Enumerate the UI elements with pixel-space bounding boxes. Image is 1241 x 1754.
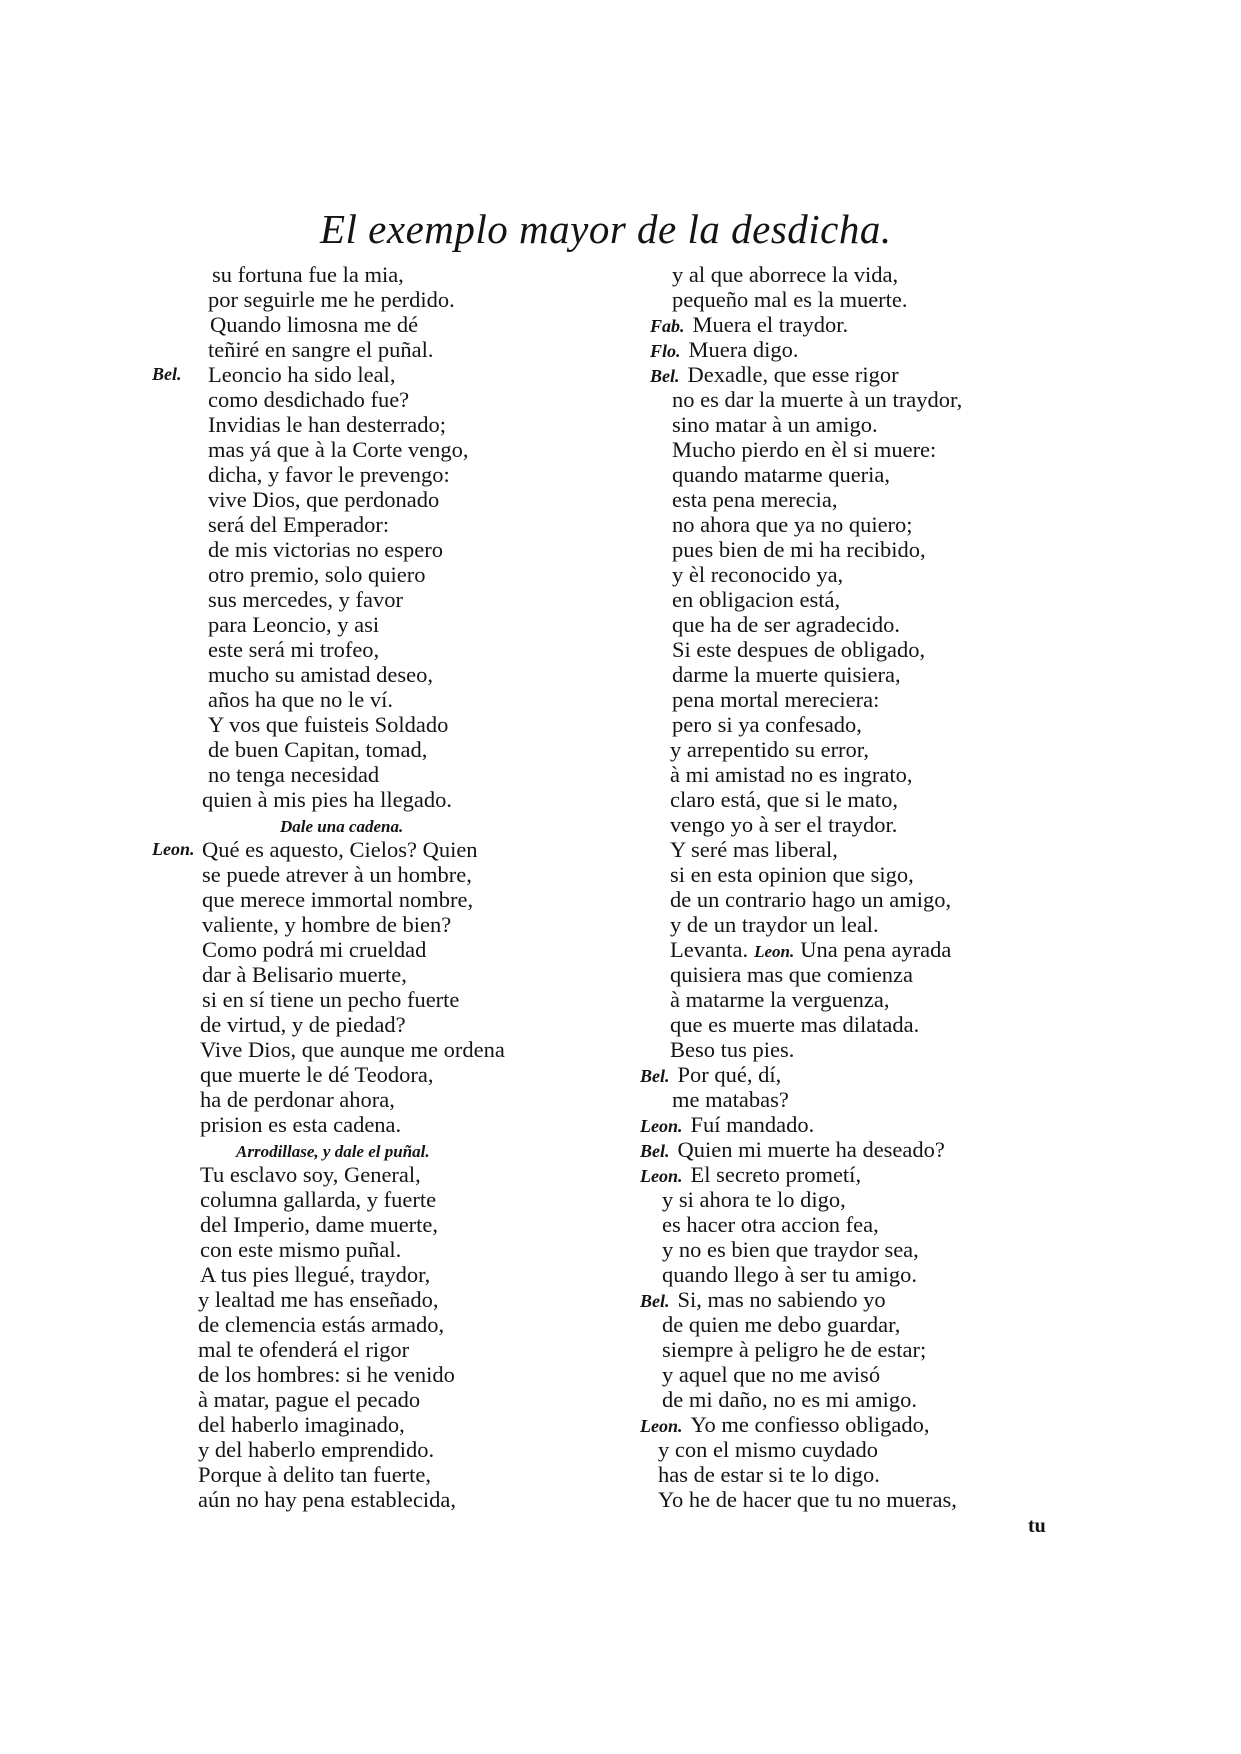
- verse-text: como desdichado fue?: [208, 387, 410, 412]
- verse-line: [180, 1212, 600, 1237]
- verse-line: [180, 1312, 600, 1337]
- verse-text: à matarme la verguenza,: [670, 987, 890, 1012]
- verse-text: y lealtad me has enseñado,: [198, 1287, 439, 1312]
- verse-line: [180, 712, 600, 737]
- verse-text: Fuí mandado.: [690, 1112, 815, 1137]
- verse-line: [632, 437, 1072, 462]
- verse-text: Quien mi muerte ha deseado?: [677, 1137, 945, 1162]
- verse-line: [180, 912, 600, 937]
- verse-text: y arrepentido su error,: [670, 737, 870, 762]
- verse-line: [180, 1187, 600, 1212]
- verse-line: [632, 587, 1072, 612]
- verse-text: columna gallarda, y fuerte: [200, 1187, 437, 1212]
- verse-text: otro premio, solo quiero: [208, 562, 426, 587]
- verse-line: [632, 537, 1072, 562]
- verse-line: [632, 337, 1072, 362]
- verse-text: que merece immortal nombre,: [202, 887, 474, 912]
- verse-text: Muera el traydor.: [692, 312, 849, 337]
- verse-text: darme la muerte quisiera,: [672, 662, 901, 687]
- verse-line: [180, 462, 600, 487]
- verse-text: Levanta.: [670, 937, 749, 962]
- verse-text: Muera digo.: [688, 337, 799, 362]
- verse-text: de los hombres: si he venido: [198, 1362, 455, 1387]
- verse-line: [180, 587, 600, 612]
- verse-line: [632, 1412, 1072, 1437]
- verse-text: Por qué, dí,: [677, 1062, 782, 1087]
- verse-line: [632, 412, 1072, 437]
- verse-line: [632, 1487, 1072, 1512]
- verse-text: Yo me confiesso obligado,: [690, 1412, 930, 1437]
- verse-text: pequeño mal es la muerte.: [672, 287, 908, 312]
- verse-line: [632, 1262, 1072, 1287]
- verse-line: [180, 1062, 600, 1087]
- verse-line: [180, 637, 600, 662]
- verse-line: [632, 1337, 1072, 1362]
- verse-line: [632, 1237, 1072, 1262]
- verse-text: años ha que no le ví.: [208, 687, 393, 712]
- speaker-label: Leon.: [640, 1166, 683, 1186]
- verse-line: [180, 1337, 600, 1362]
- verse-text: quisiera mas que comienza: [670, 962, 914, 987]
- verse-text: Leoncio ha sido leal,: [208, 362, 396, 387]
- speaker-label: Leon.: [640, 1416, 683, 1436]
- verse-text: mas yá que à la Corte vengo,: [208, 437, 469, 462]
- verse-line: [180, 1287, 600, 1312]
- speaker-label: Bel.: [152, 364, 182, 384]
- verse-line: [152, 362, 600, 387]
- verse-text: Dexadle, que esse rigor: [687, 362, 899, 387]
- verse-line: [180, 687, 600, 712]
- verse-line: [632, 962, 1072, 987]
- verse-text: Y vos que fuisteis Soldado: [208, 712, 449, 737]
- verse-line: [180, 312, 600, 337]
- verse-line: [180, 737, 600, 762]
- verse-line: [180, 512, 600, 537]
- verse-line: [180, 412, 600, 437]
- speaker-label: Bel.: [640, 1066, 670, 1086]
- verse-text: Una pena ayrada: [800, 937, 952, 962]
- verse-line: [180, 787, 600, 812]
- verse-line: [180, 1137, 600, 1162]
- verse-text: y de un traydor un leal.: [670, 912, 879, 937]
- verse-text: à mi amistad no es ingrato,: [670, 762, 913, 787]
- verse-line: [632, 887, 1072, 912]
- verse-line: [180, 562, 600, 587]
- verse-line: [632, 937, 1072, 962]
- speaker-label: Bel.: [650, 366, 680, 386]
- verse-line: [180, 537, 600, 562]
- verse-text: Invidias le han desterrado;: [208, 412, 447, 437]
- verse-line: [180, 987, 600, 1012]
- verse-line: [180, 1162, 600, 1187]
- verse-line: [632, 1387, 1072, 1412]
- verse-line: [632, 1462, 1072, 1487]
- verse-text: Qué es aquesto, Cielos? Quien: [202, 837, 478, 862]
- verse-line: [180, 1462, 600, 1487]
- verse-text: no es dar la muerte à un traydor,: [672, 387, 963, 412]
- verse-text: quien à mis pies ha llegado.: [202, 787, 452, 812]
- verse-text: Como podrá mi crueldad: [202, 937, 427, 962]
- verse-text: aún no hay pena establecida,: [198, 1487, 457, 1512]
- verse-line: [180, 437, 600, 462]
- verse-text: Y seré mas liberal,: [670, 837, 838, 862]
- catchword: tu: [1028, 1515, 1046, 1537]
- verse-line: [180, 262, 600, 287]
- verse-line: [632, 1312, 1072, 1337]
- verse-text: claro está, que si le mato,: [670, 787, 899, 812]
- verse-text: de clemencia estás armado,: [198, 1312, 445, 1337]
- verse-text: El secreto prometí,: [690, 1162, 862, 1187]
- verse-line: [180, 812, 600, 837]
- verse-text: es hacer otra accion fea,: [662, 1212, 879, 1237]
- verse-text: y del haberlo emprendido.: [198, 1437, 435, 1462]
- verse-text: has de estar si te lo digo.: [658, 1462, 880, 1487]
- speaker-label: Bel.: [640, 1141, 670, 1161]
- verse-line: [180, 937, 600, 962]
- verse-line: [180, 1037, 600, 1062]
- stage-direction: Arrodillase, y dale el puñal.: [236, 1142, 430, 1161]
- verse-line: [180, 1112, 600, 1137]
- verse-line: [632, 312, 1072, 337]
- stage-direction: Dale una cadena.: [280, 817, 404, 836]
- verse-text: que ha de ser agradecido.: [672, 612, 901, 637]
- verse-text: que muerte le dé Teodora,: [200, 1062, 434, 1087]
- verse-text: para Leoncio, y asi: [208, 612, 380, 637]
- verse-text: y aquel que no me avisó: [662, 1362, 881, 1387]
- verse-line: [180, 887, 600, 912]
- verse-line: [632, 1287, 1072, 1312]
- speaker-label: Flo.: [650, 341, 681, 361]
- verse-line: [632, 1062, 1072, 1087]
- verse-text: de mi daño, no es mi amigo.: [662, 1387, 917, 1412]
- verse-line: [632, 1162, 1072, 1187]
- verse-line: [632, 1137, 1072, 1162]
- verse-line: [632, 837, 1072, 862]
- verse-text: Yo he de hacer que tu no mueras,: [658, 1487, 957, 1512]
- verse-line: [180, 1487, 600, 1512]
- verse-line: [632, 687, 1072, 712]
- page-title: El exemplo mayor de la desdicha.: [320, 206, 892, 252]
- verse-line: [632, 487, 1072, 512]
- verse-line: [632, 762, 1072, 787]
- verse-text: si en esta opinion que sigo,: [670, 862, 914, 887]
- verse-text: valiente, y hombre de bien?: [202, 912, 452, 937]
- verse-text: prision es esta cadena.: [200, 1112, 402, 1137]
- verse-text: Beso tus pies.: [670, 1037, 795, 1062]
- verse-text: de virtud, y de piedad?: [200, 1012, 406, 1037]
- verse-text: de un contrario hago un amigo,: [670, 887, 952, 912]
- verse-text: que es muerte mas dilatada.: [670, 1012, 920, 1037]
- verse-line: [632, 1362, 1072, 1387]
- verse-text: Si este despues de obligado,: [672, 637, 926, 662]
- verse-text: vive Dios, que perdonado: [208, 487, 440, 512]
- verse-line: [632, 1212, 1072, 1237]
- verse-text: no tenga necesidad: [208, 762, 380, 787]
- verse-text: de buen Capitan, tomad,: [208, 737, 428, 762]
- verse-line: [632, 362, 1072, 387]
- verse-text: por seguirle me he perdido.: [208, 287, 455, 312]
- verse-line: [632, 862, 1072, 887]
- verse-text: su fortuna fue la mia,: [212, 262, 404, 287]
- verse-text: Si, mas no sabiendo yo: [677, 1287, 886, 1312]
- verse-text: sus mercedes, y favor: [208, 587, 403, 612]
- verse-line: [632, 462, 1072, 487]
- verse-line: [632, 987, 1072, 1012]
- verse-text: este será mi trofeo,: [208, 637, 380, 662]
- verse-line: [180, 287, 600, 312]
- verse-text: Quando limosna me dé: [210, 312, 419, 337]
- verse-text: y si ahora te lo digo,: [662, 1187, 846, 1212]
- verse-line: [180, 662, 600, 687]
- verse-line: [632, 387, 1072, 412]
- verse-line: [180, 862, 600, 887]
- verse-text: Porque à delito tan fuerte,: [198, 1462, 432, 1487]
- verse-line: [180, 762, 600, 787]
- speaker-label: Leon.: [640, 1116, 683, 1136]
- speaker-label: Leon.: [152, 839, 195, 859]
- verse-text: y èl reconocido ya,: [672, 562, 844, 587]
- verse-line: [632, 787, 1072, 812]
- verse-text: y al que aborrece la vida,: [672, 262, 899, 287]
- verse-line: [632, 612, 1072, 637]
- verse-text: me matabas?: [672, 1087, 789, 1112]
- verse-text: teñiré en sangre el puñal.: [208, 337, 434, 362]
- speaker-label: Leon.: [754, 942, 795, 961]
- speaker-label: Bel.: [640, 1291, 670, 1311]
- verse-line: [180, 1412, 600, 1437]
- verse-line: [632, 562, 1072, 587]
- verse-line: [632, 912, 1072, 937]
- verse-line: [632, 637, 1072, 662]
- verse-line: [632, 1187, 1072, 1212]
- verse-text: con este mismo puñal.: [200, 1237, 402, 1262]
- verse-line: [180, 1262, 600, 1287]
- verse-line: [632, 1012, 1072, 1037]
- speaker-label: Fab.: [650, 316, 685, 336]
- verse-line: [632, 662, 1072, 687]
- left-column: [152, 262, 600, 1512]
- verse-line: [632, 812, 1072, 837]
- verse-text: quando matarme queria,: [672, 462, 891, 487]
- verse-line: [180, 1087, 600, 1112]
- verse-line: [632, 1437, 1072, 1462]
- verse-text: será del Emperador:: [208, 512, 390, 537]
- verse-line: [152, 837, 600, 862]
- verse-text: dicha, y favor le prevengo:: [208, 462, 450, 487]
- verse-line: [632, 262, 1072, 287]
- verse-line: [180, 337, 600, 362]
- verse-text: se puede atrever à un hombre,: [202, 862, 472, 887]
- verse-line: [180, 1012, 600, 1037]
- verse-text: à matar, pague el pecado: [198, 1387, 421, 1412]
- verse-text: de mis victorias no espero: [208, 537, 443, 562]
- verse-text: Mucho pierdo en èl si muere:: [672, 437, 937, 462]
- verse-text: y no es bien que traydor sea,: [662, 1237, 919, 1262]
- verse-text: pena mortal mereciera:: [672, 687, 880, 712]
- verse-line: [180, 962, 600, 987]
- verse-line: [180, 1437, 600, 1462]
- verse-text: quando llego à ser tu amigo.: [662, 1262, 917, 1287]
- verse-line: [632, 1087, 1072, 1112]
- right-column: [632, 262, 1072, 1512]
- verse-line: [180, 1237, 600, 1262]
- verse-line: [180, 1362, 600, 1387]
- verse-text: de quien me debo guardar,: [662, 1312, 901, 1337]
- verse-line: [180, 387, 600, 412]
- verse-text: A tus pies llegué, traydor,: [200, 1262, 431, 1287]
- verse-text: del haberlo imaginado,: [198, 1412, 405, 1437]
- verse-text: mal te ofenderá el rigor: [198, 1337, 410, 1362]
- verse-text: en obligacion está,: [672, 587, 841, 612]
- verse-text: Vive Dios, que aunque me ordena: [200, 1037, 505, 1062]
- verse-line: [180, 1387, 600, 1412]
- verse-line: [632, 287, 1072, 312]
- verse-text: y con el mismo cuydado: [658, 1437, 878, 1462]
- verse-text: dar à Belisario muerte,: [202, 962, 407, 987]
- verse-text: sino matar à un amigo.: [672, 412, 878, 437]
- verse-text: Tu esclavo soy, General,: [200, 1162, 421, 1187]
- verse-line: [180, 612, 600, 637]
- verse-text: ha de perdonar ahora,: [200, 1087, 395, 1112]
- verse-text: siempre à peligro he de estar;: [662, 1337, 927, 1362]
- verse-line: [632, 737, 1072, 762]
- verse-text: si en sí tiene un pecho fuerte: [202, 987, 460, 1012]
- verse-line: [180, 487, 600, 512]
- verse-line: [632, 1037, 1072, 1062]
- verse-text: vengo yo à ser el traydor.: [670, 812, 898, 837]
- verse-line: [632, 712, 1072, 737]
- verse-text: pero si ya confesado,: [672, 712, 862, 737]
- verse-text: mucho su amistad deseo,: [208, 662, 433, 687]
- verse-line: [632, 1112, 1072, 1137]
- verse-text: del Imperio, dame muerte,: [200, 1212, 439, 1237]
- verse-line: [632, 512, 1072, 537]
- verse-text: esta pena merecia,: [672, 487, 838, 512]
- verse-text: pues bien de mi ha recibido,: [672, 537, 926, 562]
- verse-text: no ahora que ya no quiero;: [672, 512, 913, 537]
